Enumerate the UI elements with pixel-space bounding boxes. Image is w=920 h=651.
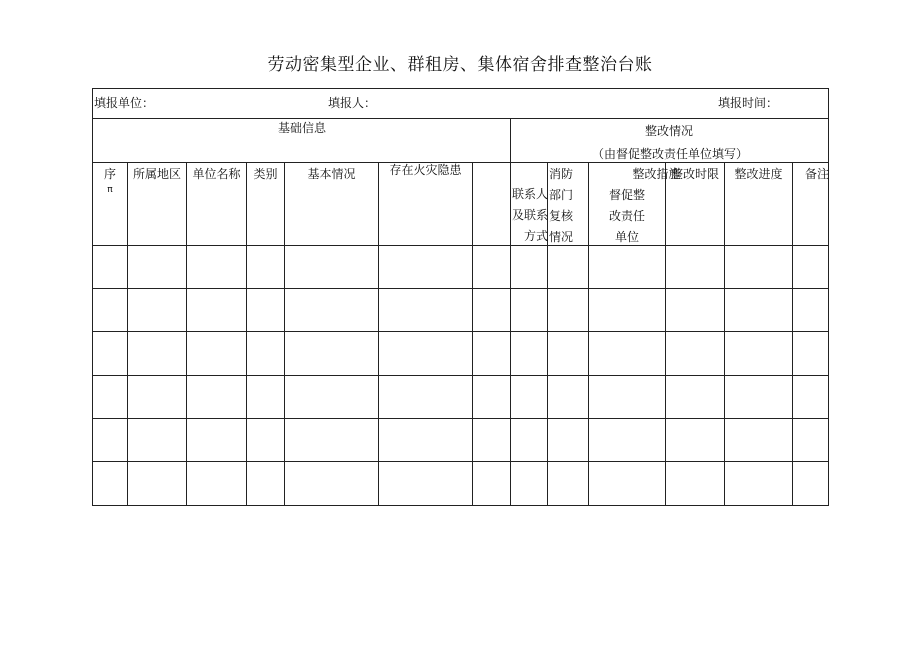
header-basic-info: 基本情况	[307, 167, 356, 181]
filler-label: 填报人：	[328, 96, 377, 110]
header-supervisor-line2: 改责任	[608, 209, 645, 223]
section-rectification: 整改情况	[645, 124, 694, 138]
column-divider	[378, 162, 379, 506]
section-divider	[510, 118, 511, 506]
table-border-bottom	[92, 505, 829, 506]
section-basic-info: 基础信息	[278, 121, 327, 135]
table-divider	[92, 245, 829, 246]
header-fire-review-line4: 情况	[549, 230, 574, 244]
table-divider	[92, 418, 829, 419]
table-border-left	[92, 88, 93, 506]
header-fire-hazard: 存在火灾隐患	[389, 163, 462, 177]
table-border-right	[828, 88, 829, 506]
header-index-line1: 序	[103, 167, 116, 181]
table-divider	[92, 375, 829, 376]
column-divider	[246, 162, 247, 506]
table-border-top	[92, 88, 829, 89]
column-divider	[284, 162, 285, 506]
table-divider	[92, 288, 829, 289]
ledger-table	[92, 88, 829, 506]
header-fire-review-line1: 消防	[549, 167, 574, 181]
header-deadline: 整改时限	[670, 167, 719, 181]
header-fire-review	[549, 164, 589, 248]
fill-time-label: 填报时间：	[718, 96, 779, 110]
header-index	[92, 164, 128, 195]
header-fire-review-line2: 部门	[549, 188, 574, 202]
header-supervisor-line3: 单位	[614, 230, 639, 244]
header-contact	[472, 184, 548, 247]
header-region: 所属地区	[132, 167, 181, 181]
column-divider	[724, 162, 725, 506]
column-divider	[127, 162, 128, 506]
fill-unit-label: 填报单位：	[94, 96, 155, 110]
header-category: 类别	[253, 167, 278, 181]
header-progress: 整改进度	[734, 167, 783, 181]
column-divider	[186, 162, 187, 506]
table-divider	[92, 118, 829, 119]
header-remarks: 备注	[804, 167, 829, 181]
table-divider	[92, 461, 829, 462]
header-supervisor-line1: 督促整	[608, 188, 645, 202]
table-divider	[92, 331, 829, 332]
column-divider	[792, 162, 793, 506]
page-title: 劳动密集型企业、群租房、集体宿舍排查整治台账	[267, 55, 653, 75]
header-supervisor	[588, 185, 666, 248]
header-measures: 整改措施	[632, 167, 681, 181]
header-index-line2: π	[107, 185, 113, 195]
header-contact-line2: 及联系	[511, 208, 548, 222]
header-unit-name: 单位名称	[192, 167, 241, 181]
header-contact-line3: 方式	[523, 229, 548, 243]
header-fire-review-line3: 复核	[549, 209, 574, 223]
header-contact-line1: 联系人	[511, 187, 548, 201]
section-rectification-note: （由督促整改责任单位填写）	[592, 147, 749, 161]
